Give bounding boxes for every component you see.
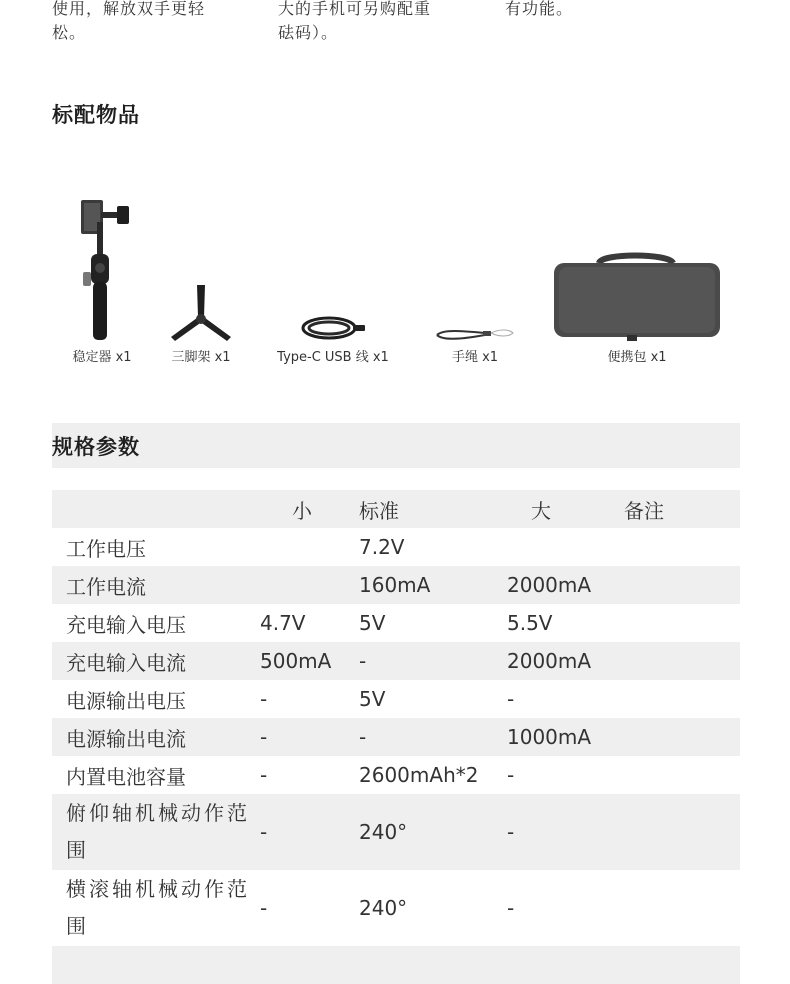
spec-typ: 240° xyxy=(359,896,408,920)
table-row xyxy=(52,642,740,680)
tripod-icon xyxy=(167,283,235,347)
spec-note xyxy=(624,604,740,642)
spec-param: 电源输出电流 xyxy=(52,718,260,756)
intro-column-2 xyxy=(278,0,431,45)
spec-note xyxy=(624,756,740,794)
intro-column-1 xyxy=(52,0,205,45)
carry-case-icon xyxy=(551,251,723,347)
spec-min xyxy=(260,528,359,566)
spec-param: 工作电流 xyxy=(52,566,260,604)
table-row xyxy=(52,604,740,642)
spec-param: 充电输入电流 xyxy=(52,642,260,680)
spec-param: 充电输入电压 xyxy=(66,612,186,637)
spec-min xyxy=(260,566,359,604)
spec-max: - xyxy=(507,763,515,787)
gimbal-stabilizer-icon xyxy=(71,198,133,347)
spec-param: 工作电压 xyxy=(66,536,146,561)
spec-param: 横滚轴机械动作范围 xyxy=(66,877,250,938)
spec-table-header xyxy=(52,490,740,528)
spec-note xyxy=(624,566,740,604)
spec-min: - xyxy=(260,718,359,756)
package-item-label: 三脚架 x1 xyxy=(171,350,231,365)
spec-note xyxy=(624,718,740,756)
spec-min: - xyxy=(260,763,268,787)
usb-cable-icon xyxy=(299,313,367,347)
intro-line: 松。 xyxy=(52,23,87,42)
spec-min: 500mA xyxy=(260,642,359,680)
table-row xyxy=(52,794,740,870)
intro-line: 砝码）。 xyxy=(278,23,339,42)
spec-min: - xyxy=(260,687,268,711)
header-cell xyxy=(52,490,260,528)
intro-line: 有功能。 xyxy=(505,0,574,18)
wrist-strap-icon xyxy=(433,325,517,347)
table-row xyxy=(52,680,740,718)
intro-column-3 xyxy=(505,0,573,21)
spec-typ: 7.2V xyxy=(359,535,405,559)
header-cell: 标准 xyxy=(359,490,507,528)
spec-max: 2000mA xyxy=(507,566,624,604)
header-cell: 小 xyxy=(260,490,359,528)
package-title: 标配物品 xyxy=(52,103,140,127)
spec-note xyxy=(624,680,740,718)
spec-max: - xyxy=(507,794,624,870)
table-row xyxy=(52,566,740,604)
package-item-strap xyxy=(430,185,520,365)
specs-title: 规格参数 xyxy=(52,435,140,459)
spec-param: 俯仰轴机械动作范围 xyxy=(52,794,260,870)
spec-typ: 5V xyxy=(359,687,386,711)
table-row xyxy=(52,528,740,566)
spec-table xyxy=(52,490,740,984)
spec-max: 1000mA xyxy=(507,718,624,756)
package-item-label: Type-C USB 线 x1 xyxy=(277,350,389,365)
spec-note xyxy=(624,528,740,566)
header-cell: 备注 xyxy=(624,490,740,528)
package-item-case xyxy=(548,185,726,365)
spec-max: 5.5V xyxy=(507,611,553,635)
spec-param: 电源输出电压 xyxy=(66,688,186,713)
spec-typ: - xyxy=(359,642,507,680)
spec-max: 2000mA xyxy=(507,642,624,680)
spec-max: - xyxy=(507,687,515,711)
package-item-gimbal xyxy=(62,185,142,365)
header-cell: 大 xyxy=(507,490,624,528)
package-item-label: 手绳 x1 xyxy=(451,350,499,365)
package-item-label: 便携包 x1 xyxy=(607,350,667,365)
specs-title-bar xyxy=(52,423,740,468)
spec-typ: - xyxy=(359,718,507,756)
spec-typ: 240° xyxy=(359,794,507,870)
intro-line: 使用，解放双手更轻 xyxy=(52,0,206,18)
table-row xyxy=(52,718,740,756)
table-row xyxy=(52,946,740,984)
spec-note xyxy=(624,870,740,946)
intro-line: 大的手机可另购配重 xyxy=(278,0,432,18)
package-item-tripod xyxy=(160,185,242,365)
spec-typ: 5V xyxy=(359,611,386,635)
spec-min: - xyxy=(260,896,268,920)
spec-typ: 160mA xyxy=(359,566,507,604)
table-row xyxy=(52,756,740,794)
spec-min: 4.7V xyxy=(260,611,306,635)
spec-note xyxy=(624,642,740,680)
spec-max: - xyxy=(507,896,515,920)
table-row xyxy=(52,870,740,946)
spec-param: 内置电池容量 xyxy=(66,764,186,789)
spec-max xyxy=(507,528,624,566)
spec-note xyxy=(624,794,740,870)
spec-min: - xyxy=(260,794,359,870)
package-item-cable xyxy=(266,185,400,365)
package-item-label: 稳定器 x1 xyxy=(72,350,132,365)
spec-typ: 2600mAh*2 xyxy=(359,763,479,787)
